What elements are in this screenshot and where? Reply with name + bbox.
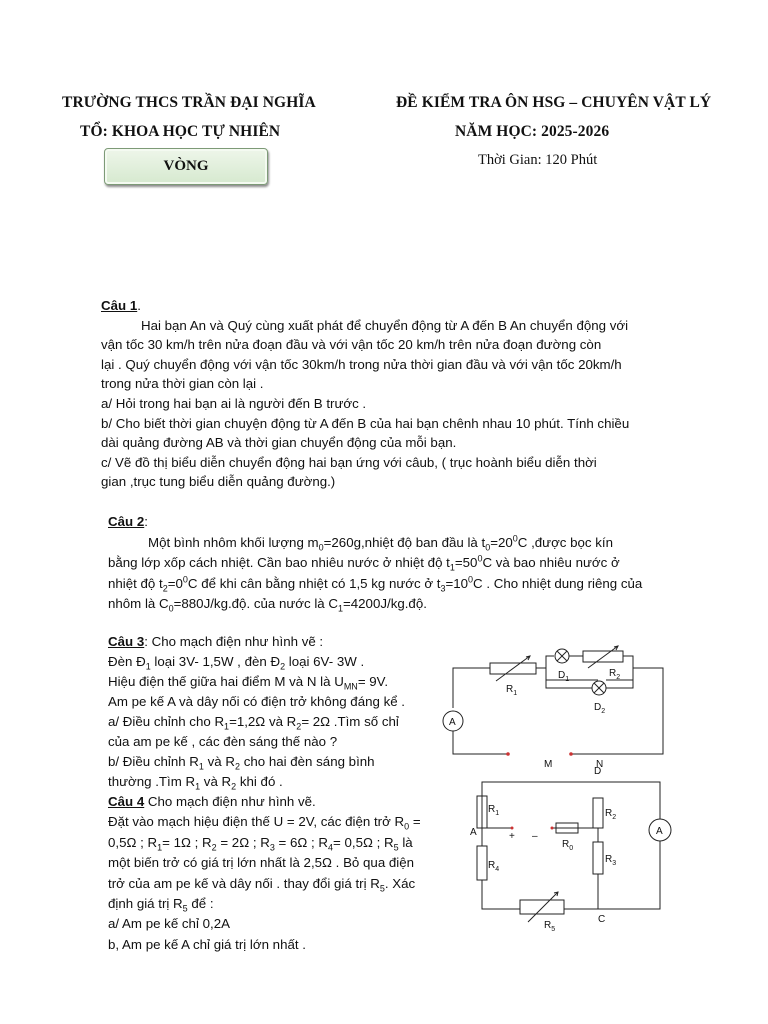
q2-line: bằng lớp xốp cách nhiệt. Cần bao nhiêu nước ở nhiệt độ $t_1=50^0C$ và bao nhiêu nước ở [108,553,620,573]
q1-line: vận tốc 30 km/h trên nửa đoạn đầu và với vận tốc 20 km/h trên nửa đoạn đường còn [101,337,602,353]
resistor-r4 [477,846,487,880]
question-4 [108,792,452,955]
q3-line: thường .Tìm $R_1$ và $R_2$ khi đó . [108,774,283,792]
q1-line: lại . Quý chuyển động với vận tốc 30km/h trong nửa thời gian đầu và với vận tốc 20km/h [101,356,622,372]
q2-line: Một bình nhôm khối lượng $m_0=260g,nhiệt$ độ ban đầu là $t_0=20^0C$ ,được bọc kín [148,533,614,553]
q4-line: trở của am pe kế và dây nối . thay đổi giá trị $R_5$. Xác [108,875,416,894]
label-r4: $R_4$ [488,860,500,873]
q3-line: Đèn $Đ_1$ loại 3V- 1,5W , đèn $Đ_2$ loại 6V- 3W . [108,654,365,672]
resistor-r2 [593,798,603,828]
q2-line: nhiệt độ $t_2=0^0C$ để khi cân bằng nhiệt có 1,5 kg nước ở $t_3=10^0C$ . Cho nhiệt dung riêng của [108,574,643,594]
label-node-d: D [594,766,602,777]
school-name: TRƯỜNG THCS TRẦN ĐẠI NGHĨA [62,94,316,111]
q1-part-b-cont: dài quảng đường AB và thời gian chuyển động của mỗi bạn. [101,435,457,451]
question-2-title-punct: : [144,514,148,529]
resistor-r3 [593,842,603,874]
terminal-plus [511,827,514,830]
department-name: TỔ: KHOA HỌC TỰ NHIÊN [80,123,281,140]
q1-part-c: c/ Vẽ đồ thị biểu diễn chuyển động hai bạn ứng với câub, ( trục hoành biểu diễn thời [101,454,597,470]
q3-line: của am pe kế , các đèn sáng thế nào ? [108,734,338,749]
label-minus: – [532,831,538,842]
question-4-title: Câu 4 [108,794,145,809]
question-3-title: Câu 3 [108,634,145,649]
label-node-a: A [470,827,477,838]
terminal-n [569,752,573,756]
q4-part-b: b, Am pe kế A chỉ giá trị lớn nhất . [108,936,306,952]
q3-line: Am pe kế A và dây nối có điện trở không đáng kể . [108,694,406,709]
round-label: VÒNG [104,148,268,185]
ammeter-label: A [656,826,663,837]
label-d1: $D_1$ [558,670,570,683]
q4-line: một biến trở có giá trị lớn nhất là 2,5Ω . Bỏ qua điện [108,855,415,871]
exam-title: ĐỀ KIỂM TRA ÔN HSG – CHUYÊN VẬT LÝ [396,94,712,111]
ammeter-label: A [449,717,456,728]
q4-line: Đặt vào mạch hiệu điện thế U = 2V, các điện trở $R_0$ = [108,814,421,833]
label-d2: $D_2$ [594,702,606,715]
q4-line: định giá trị $R_5$ để : [108,896,214,914]
q4-part-a: a/ Am pe kế chỉ 0,2A [108,916,230,932]
label-m: M [544,759,553,770]
circuit-diagram-2 [460,764,688,936]
q3-part-b: b/ Điều chỉnh $R_1$ và $R_2$ cho hai đèn sáng bình [108,754,375,772]
q1-line: Hai bạn An và Quý cùng xuất phát để chuyển động từ A đến B An chuyển động với [141,317,629,333]
label-r1: $R_1$ [506,684,518,697]
circuit-diagram-1 [438,636,688,776]
label-node-c: C [598,914,606,925]
label-r0: $R_0$ [562,839,574,852]
q1-part-c-cont: gian ,trục tung biểu diễn quảng đường.) [101,474,336,490]
q1-line: trong nửa thời gian còn lại . [101,376,264,392]
q4-line: 0,5Ω ; $R_1= 1\Omega$ ; $R_2 = 2\Omega$ ; $R_3 = 6\Omega$ ; $R_4= 0,5\Omega$ ; $R_5$ là [108,834,413,853]
question-1 [101,296,657,492]
exam-duration: Thời Gian: 120 Phút [478,152,598,168]
label-n: N [596,759,604,770]
q1-part-a: a/ Hỏi trong hai bạn ai là người đến B trước . [101,395,367,411]
question-3 [108,632,438,792]
label-r5: $R_5$ [544,920,556,933]
question-1-title-punct: . [137,298,141,313]
q1-part-b: b/ Cho biết thời gian chuyện động từ A đến B của hai bạn chênh nhau 10 phút. Tính chiều [101,415,630,431]
label-plus: + [509,831,515,842]
question-1-title: Câu 1 [101,298,138,313]
q2-line: nhôm là $C_0=880J/kg.độ$. của nước là $C_1=4200J/kg.độ$. [108,596,427,614]
resistor-r5 [520,900,564,914]
school-year: NĂM HỌC: 2025-2026 [455,123,610,140]
question-4-intro: Cho mạch điện như hình vẽ. [144,794,316,809]
q3-line: Hiệu điện thế giữa hai điểm M và N là $U_{MN}= 9V$. [108,674,389,692]
label-r3: $R_3$ [605,854,617,867]
q3-part-a: a/ Điều chỉnh cho $R_1=1,2\Omega$ và $R_2= 2\Omega$ .Tìm số chỉ [108,714,399,732]
question-2-title: Câu 2 [108,514,145,529]
label-r2: $R_2$ [605,808,617,821]
question-3-intro: : Cho mạch điện như hình vẽ : [144,634,324,649]
label-r2: $R_2$ [609,668,621,681]
label-r1: $R_1$ [488,804,500,817]
question-2 [108,512,662,615]
terminal-minus [551,827,554,830]
terminal-m [506,752,510,756]
